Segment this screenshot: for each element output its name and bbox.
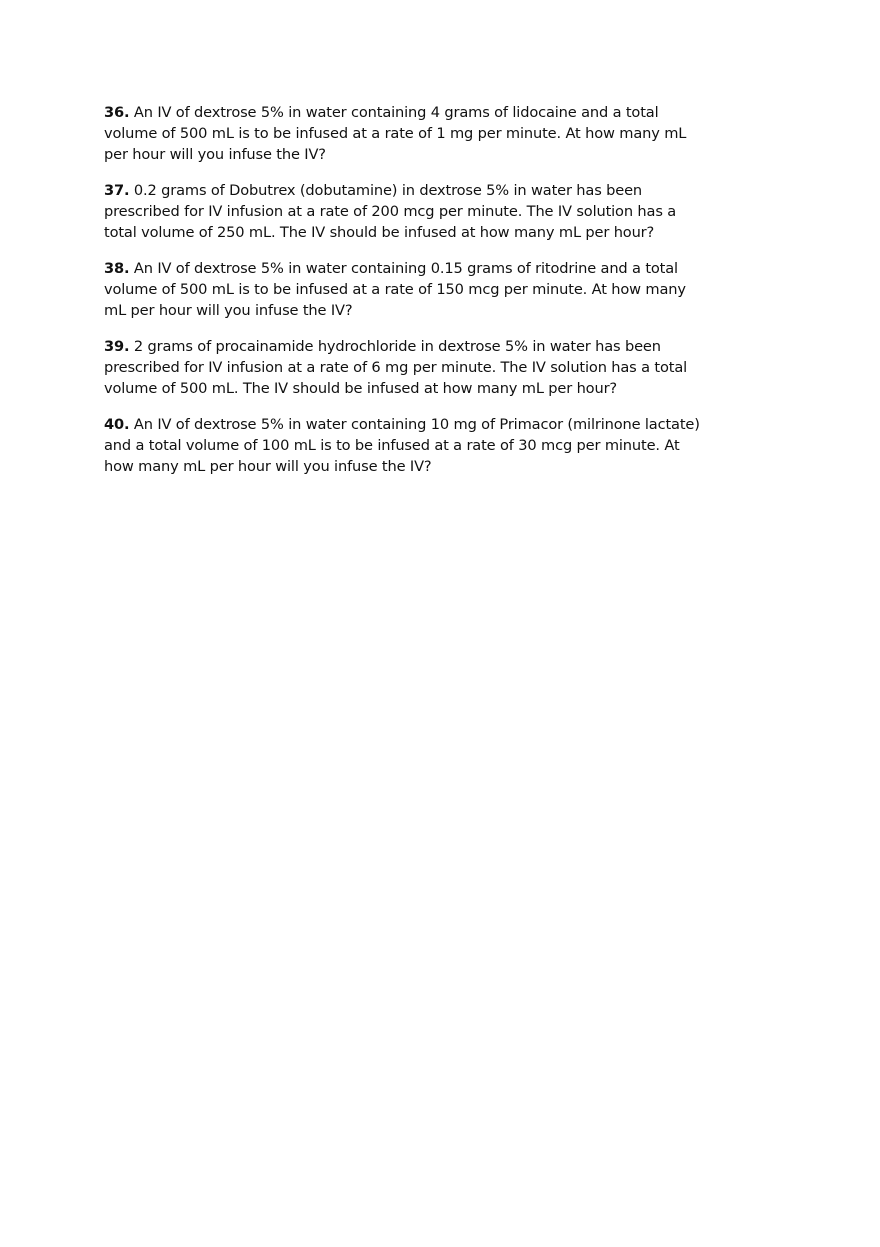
- question-text: An IV of dextrose 5% in water containing 0.15 grams of ritodrine and a total: [129, 260, 678, 277]
- question-line: total volume of 250 mL. The IV should be infused at how many mL per hour?: [104, 224, 655, 241]
- question-text: 0.2 grams of Dobutrex (dobutamine) in dextrose 5% in water has been: [129, 182, 643, 199]
- question-37: [104, 180, 784, 243]
- question-line: volume of 500 mL is to be infused at a rate of 150 mcg per minute. At how many: [104, 281, 686, 298]
- question-number: 37.: [104, 182, 130, 199]
- document-page: [104, 102, 784, 492]
- question-number: 39.: [104, 338, 130, 355]
- question-line: how many mL per hour will you infuse the IV?: [104, 458, 432, 475]
- question-text: An IV of dextrose 5% in water containing 4 grams of lidocaine and a total: [129, 104, 659, 121]
- question-line: [104, 414, 784, 435]
- question-number: 36.: [104, 104, 130, 121]
- question-line: volume of 500 mL is to be infused at a rate of 1 mg per minute. At how many mL: [104, 125, 687, 142]
- question-text: 2 grams of procainamide hydrochloride in dextrose 5% in water has been: [129, 338, 661, 355]
- question-text: An IV of dextrose 5% in water containing 10 mg of Primacor (milrinone lactate): [129, 416, 700, 433]
- question-38: [104, 258, 784, 321]
- question-line: prescribed for IV infusion at a rate of 6 mg per minute. The IV solution has a total: [104, 359, 688, 376]
- question-line: per hour will you infuse the IV?: [104, 146, 326, 163]
- question-36: [104, 102, 784, 165]
- question-line: [104, 336, 784, 357]
- question-line: [104, 102, 784, 123]
- question-line: volume of 500 mL. The IV should be infused at how many mL per hour?: [104, 380, 618, 397]
- question-40: [104, 414, 784, 477]
- question-number: 40.: [104, 416, 130, 433]
- question-line: and a total volume of 100 mL is to be infused at a rate of 30 mcg per minute. At: [104, 437, 680, 454]
- question-39: [104, 336, 784, 399]
- question-line: mL per hour will you infuse the IV?: [104, 302, 353, 319]
- question-line: [104, 258, 784, 279]
- question-line: prescribed for IV infusion at a rate of 200 mcg per minute. The IV solution has a: [104, 203, 677, 220]
- question-line: [104, 180, 784, 201]
- question-number: 38.: [104, 260, 130, 277]
